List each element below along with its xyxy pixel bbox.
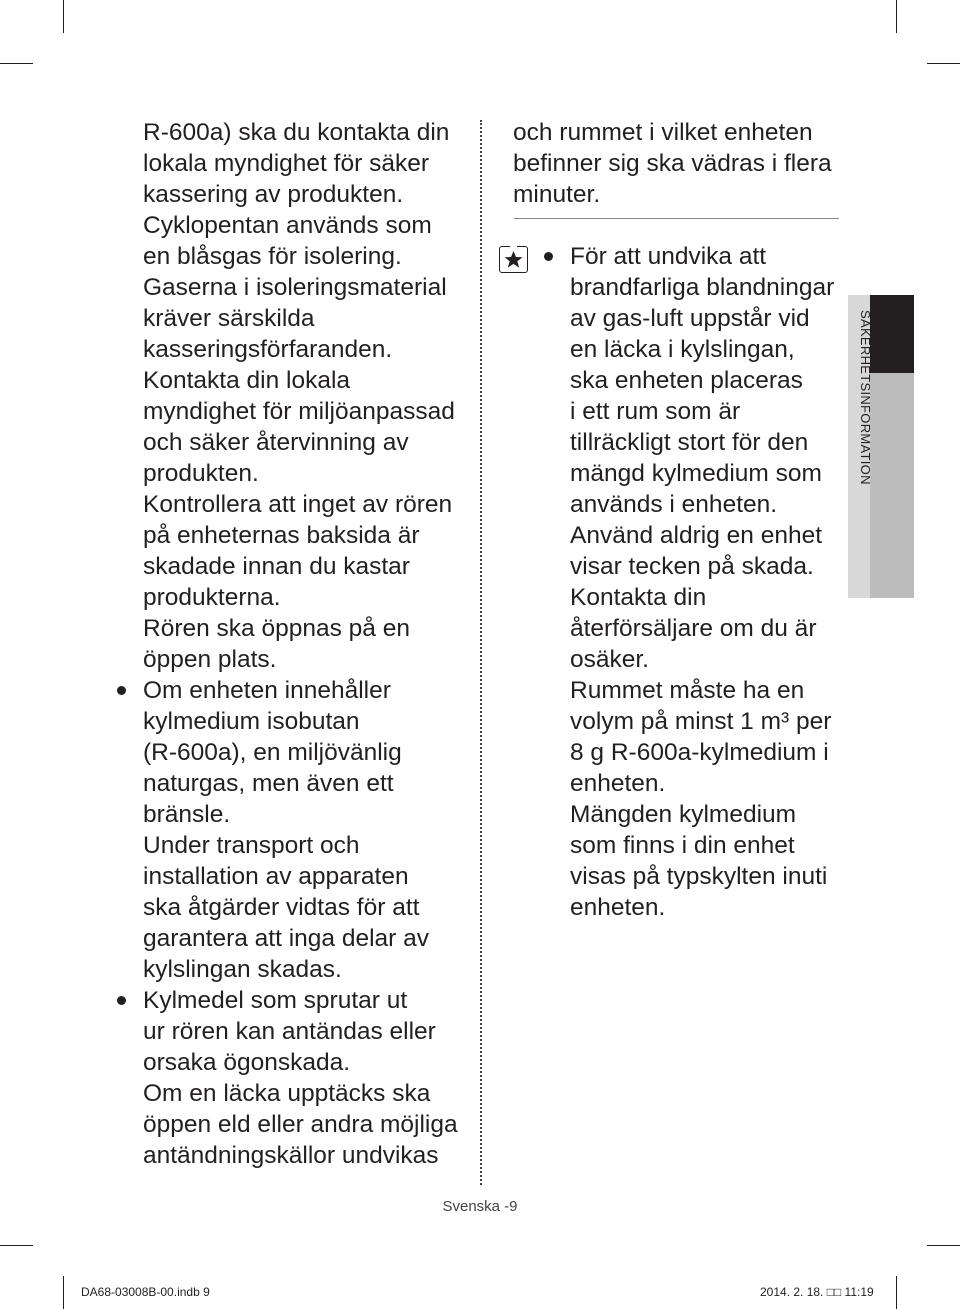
text-line: ur rören kan antändas eller <box>143 1018 436 1045</box>
text-line: bränsle. <box>143 801 231 828</box>
bullet-item <box>143 985 473 1171</box>
text-line: naturgas, men även ett <box>143 770 394 797</box>
crop-mark <box>896 1276 897 1309</box>
bullet-item <box>143 675 473 985</box>
text-line: Om enheten innehåller <box>143 677 391 704</box>
text-line: och rummet i vilket enheten <box>513 119 813 146</box>
text-line: en läcka i kylslingan, <box>570 336 795 363</box>
text-line: produkten. <box>143 460 259 487</box>
bullet-dot-icon <box>117 686 126 695</box>
text-line: Kylmedel som sprutar ut <box>143 987 408 1014</box>
print-file-slug: DA68-03008B-00.indb 9 <box>81 1285 210 1299</box>
text-line: antändningskällor undvikas <box>143 1142 439 1169</box>
text-line: visas på typskylten inuti <box>570 863 828 890</box>
text-line: (R-600a), en miljövänlig <box>143 739 402 766</box>
page-number: Svenska -9 <box>442 1198 518 1215</box>
text-line: orsaka ögonskada. <box>143 1049 351 1076</box>
text-line: Rummet måste ha en <box>570 677 805 704</box>
text-line: av gas-luft uppstår vid <box>570 305 810 332</box>
text-line: osäker. <box>570 646 649 673</box>
text-line: brandfarliga blandningar <box>570 274 835 301</box>
text-line: en blåsgas för isolering. <box>143 243 402 270</box>
text-line: som finns i din enhet <box>570 832 795 859</box>
text-line: används i enheten. <box>570 491 778 518</box>
left-column <box>143 117 473 1171</box>
crop-mark <box>896 0 897 33</box>
text-line: ska åtgärder vidtas för att <box>143 894 420 921</box>
right-column-intro <box>513 117 848 210</box>
text-line: produkterna. <box>143 584 281 611</box>
text-line: Gaserna i isoleringsmaterial <box>143 274 447 301</box>
text-line: enheten. <box>570 770 666 797</box>
text-line: installation av apparaten <box>143 863 409 890</box>
right-column-list <box>570 241 850 923</box>
text-line: kylmedium isobutan <box>143 708 360 735</box>
star-note-icon <box>499 246 528 273</box>
text-line: på enheternas baksida är <box>143 522 420 549</box>
text-line: mängd kylmedium som <box>570 460 822 487</box>
text-line: Kontrollera att inget av rören <box>143 491 453 518</box>
left-intro <box>143 117 473 675</box>
section-rule <box>514 218 839 219</box>
text-line: öppen eld eller andra möjliga <box>143 1111 458 1138</box>
text-line: visar tecken på skada. <box>570 553 814 580</box>
text-line: återförsäljare om du är <box>570 615 817 642</box>
bullet-dot-icon <box>117 996 126 1005</box>
section-tab-strip <box>870 373 914 598</box>
bullet-dot-icon <box>544 252 553 261</box>
column-divider <box>480 120 482 1185</box>
text-line: Om en läcka upptäcks ska <box>143 1080 431 1107</box>
crop-mark <box>0 1245 33 1246</box>
text-line: kräver särskilda <box>143 305 315 332</box>
text-line: Kontakta din <box>570 584 707 611</box>
text-line: Under transport och <box>143 832 360 859</box>
text-line: Cyklopentan används som <box>143 212 432 239</box>
section-tab-label: SÄKERHETSINFORMATION <box>858 310 873 485</box>
text-line: skadade innan du kastar <box>143 553 410 580</box>
print-timestamp-slug: 2014. 2. 18. □□ 11:19 <box>760 1285 874 1299</box>
text-line: befinner sig ska vädras i flera <box>513 150 832 177</box>
text-line: R-600a) ska du kontakta din <box>143 119 450 146</box>
text-line: kasseringsförfaranden. <box>143 336 393 363</box>
text-line: enheten. <box>570 894 666 921</box>
text-line: öppen plats. <box>143 646 277 673</box>
text-line: i ett rum som är <box>570 398 741 425</box>
crop-mark <box>63 1276 64 1309</box>
crop-mark <box>0 63 33 64</box>
text-line: garantera att inga delar av <box>143 925 430 952</box>
text-line: lokala myndighet för säker <box>143 150 429 177</box>
text-line: Använd aldrig en enhet <box>570 522 822 549</box>
text-line: Rören ska öppnas på en <box>143 615 410 642</box>
text-line: ska enheten placeras <box>570 367 803 394</box>
section-tab-marker <box>870 295 914 373</box>
crop-mark <box>63 0 64 33</box>
text-line: och säker återvinning av <box>143 429 409 456</box>
text-line: tillräckligt stort för den <box>570 429 809 456</box>
text-line: kylslingan skadas. <box>143 956 342 983</box>
text-line: 8 g R-600a-kylmedium i <box>570 739 829 766</box>
text-line: kassering av produkten. <box>143 181 404 208</box>
text-line: Kontakta din lokala <box>143 367 351 394</box>
bullet-item <box>570 241 850 923</box>
crop-mark <box>927 63 960 64</box>
text-line: volym på minst 1 m³ per <box>570 708 832 735</box>
crop-mark <box>927 1245 960 1246</box>
text-line: myndighet för miljöanpassad <box>143 398 455 425</box>
text-line: Mängden kylmedium <box>570 801 797 828</box>
text-line: minuter. <box>513 181 601 208</box>
text-line: För att undvika att <box>570 243 767 270</box>
